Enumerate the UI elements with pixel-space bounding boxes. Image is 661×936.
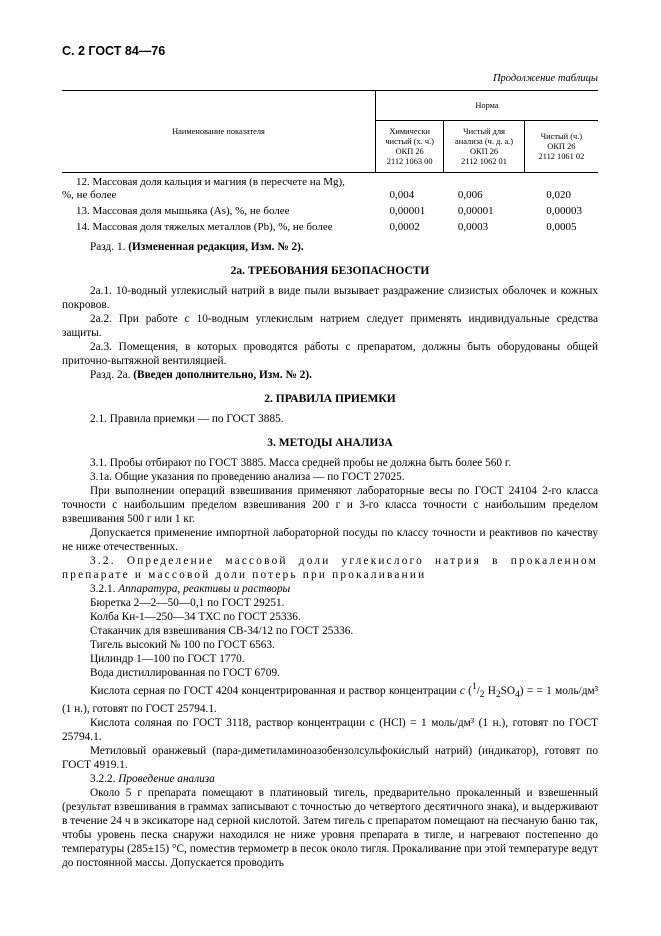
page-header: С. 2 ГОСТ 84—76	[62, 44, 166, 58]
list-item: Тигель высокий № 100 по ГОСТ 6563.	[90, 639, 275, 651]
column-header-analysis-pure: Чистый для анализа (ч. д. а.) ОКП 26 2112 1062 01	[444, 121, 524, 173]
paragraph-3-2: 3.2. Определение массовой доли углекислого натрия в прокаленном препарате и массовой доли потерь при прокаливании	[62, 555, 598, 581]
table-continuation-note: Продолжение таблицы	[492, 73, 598, 84]
paragraph-procedure: Около 5 г препарата помещают в платиновый тигель, предварительно прокаленный и взвешенный (результат взвешивания в граммах записывают с точностью до четвертого десятичного знака), и выдерживают в течение 24 ч в эксикаторе над серной кислотой. Затем тигель с препаратом помещают на песчаную баню так, чтобы уровень песка снаружи находился не ниже уровня препарата в тигле, и нагревают постепенно до температуры (285±15) °С, поместив термометр в песок около тигля. Прокаливание при этой температуре ведут до постоянной массы. Допускается проводить	[62, 787, 598, 870]
paragraph-2a3: 2а.3. Помещения, в которых проводятся работы с препаратом, должны быть оборудованы общей приточно-вытяжной вентиляцией.	[62, 341, 598, 367]
list-item: Колба Кн-1—250—34 ТХС по ГОСТ 25336.	[90, 611, 301, 623]
section-2a-title: 2а. ТРЕБОВАНИЯ БЕЗОПАСНОСТИ	[230, 265, 430, 277]
table-row: 14. Массовая доля тяжелых металлов (Pb), %, не более 0,0002 0,0003 0,0005	[76, 221, 577, 233]
list-item: Бюретка 2—2—50—0,1 по ГОСТ 29251.	[90, 597, 285, 609]
column-header-name: Наименование показателя	[62, 91, 376, 173]
paragraph-weighing: При выполнении операций взвешивания применяют лабораторные весы по ГОСТ 24104 2-го класса точности с наибольшим пределом взвешивания 200 г и 3-го класса точности с наибольшим пределом взвешивания 500 г или 1 кг.	[62, 485, 598, 525]
paragraph-3-2-1: 3.2.1. Аппаратура, реактивы и растворы	[90, 583, 291, 595]
paragraph-2a2: 2а.2. При работе с 10-водным углекислым натрием следует применять индивидуальные средства защиты.	[62, 313, 598, 339]
column-header-norma: Норма	[376, 91, 599, 121]
list-item: Вода дистиллированная по ГОСТ 6709.	[90, 667, 280, 679]
list-item: Стаканчик для взвешивания СВ-34/12 по ГОСТ 25336.	[90, 625, 354, 637]
norms-table	[62, 90, 598, 234]
section-3-title: 3. МЕТОДЫ АНАЛИЗА	[267, 437, 393, 449]
paragraph-methyl-orange: Метиловый оранжевый (пара-диметиламиноазобензолсульфокислый натрий) (индикатор), готовят по ГОСТ 4919.1.	[62, 745, 598, 772]
table-row: 12. Массовая доля кальция и магния (в пересчете на Mg), %, не более 0,004 0,006 0,020	[62, 176, 572, 201]
section-2-title: 2. ПРАВИЛА ПРИЕМКИ	[264, 393, 396, 405]
column-header-chemically-pure: Химически чистый (х. ч.) ОКП 26 2112 1063 00	[376, 121, 444, 173]
paragraph-2-1: 2.1. Правила приемки — по ГОСТ 3885.	[90, 413, 284, 425]
table-row: 13. Массовая доля мышьяка (As), %, не более 0,00001 0,00001 0,00003	[76, 205, 583, 217]
section2a-change-note: Разд. 2а. (Введен дополнительно, Изм. № 2).	[90, 369, 312, 381]
paragraph-3-1a: 3.1а. Общие указания по проведению анализа — по ГОСТ 27025.	[90, 471, 405, 483]
paragraph-2a1: 2а.1. 10-водный углекислый натрий в виде пыли вызывает раздражение слизистых оболочек и кожных покровов.	[62, 285, 598, 311]
paragraph-hydrochloric-acid: Кислота соляная по ГОСТ 3118, раствор концентрации c (HCl) = 1 моль/дм³ (1 н.), готовят по ГОСТ 25794.1.	[62, 717, 598, 744]
column-header-pure: Чистый (ч.) ОКП 26 2112 1061 02	[524, 121, 598, 173]
paragraph-3-1: 3.1. Пробы отбирают по ГОСТ 3885. Масса средней пробы не должна быть более 560 г.	[90, 457, 512, 469]
list-item: Цилиндр 1—100 по ГОСТ 1770.	[90, 653, 245, 665]
paragraph-3-2-2: 3.2.2. Проведение анализа	[90, 773, 215, 786]
page	[62, 44, 598, 870]
paragraph-sulfuric-acid: Кислота серная по ГОСТ 4204 концентрированная и раствор концентрации c ($^1/_2$ $H_2SO_4$) = = 1 моль/дм³ (1 н.), готовят по ГОСТ 25794.1.	[62, 682, 598, 716]
section1-change-note: Разд. 1. (Измененная редакция, Изм. № 2).	[90, 241, 304, 253]
paragraph-import: Допускается применение импортной лабораторной посуды по классу точности и реактивов по качеству не ниже отечественных.	[62, 527, 598, 553]
